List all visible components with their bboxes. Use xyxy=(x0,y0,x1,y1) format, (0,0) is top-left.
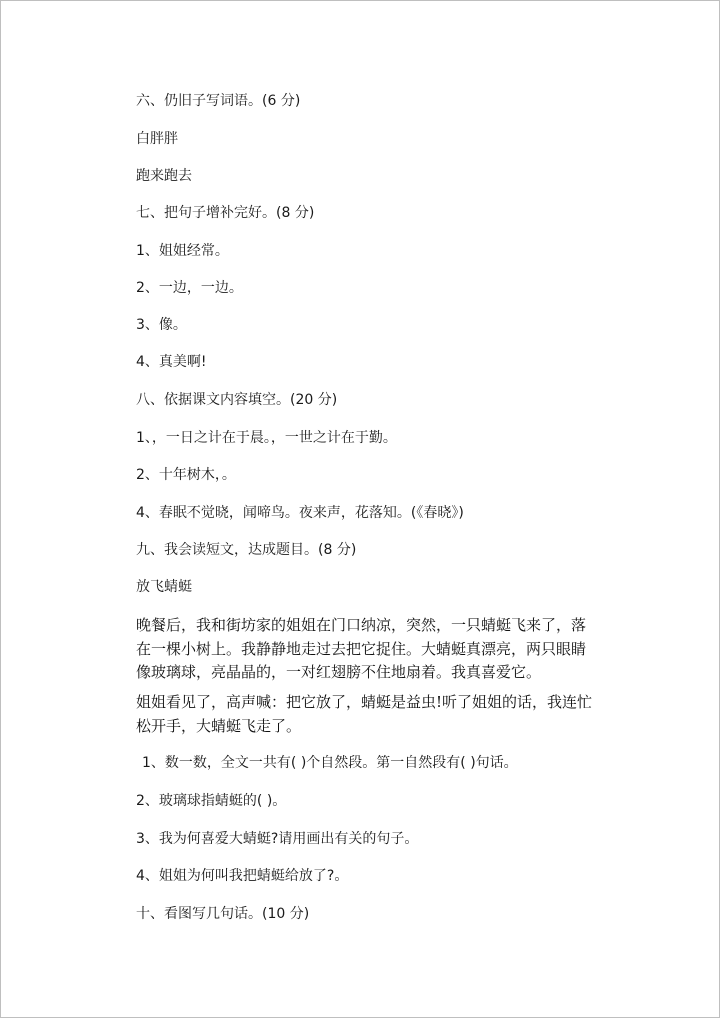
story-text xyxy=(136,614,598,685)
section-7-heading: 七、把句子增补完好。(8 分) xyxy=(136,205,315,221)
story-text-2 xyxy=(136,691,598,738)
question-1: 1、数一数，全文一共有( )个自然段。第一自然段有( )句话。 xyxy=(142,755,518,771)
question-4: 4、姐姐为何叫我把蜻蜓给放了?。 xyxy=(136,868,349,884)
word-item-2: 跑来跑去 xyxy=(136,168,192,184)
sentence-item-1: 1、姐姐经常。 xyxy=(136,243,229,259)
fill-item-2: 2、十年树木，。 xyxy=(136,467,236,483)
section-6-heading: 六、仍旧子写词语。(6 分) xyxy=(136,93,301,109)
story-paragraph-1: 晚餐后，我和街坊家的姐姐在门口纳凉，突然，一只蜻蜓飞来了，落在一棵小树上。我静静地走过去把它捉住。大蜻蜓真漂亮，两只眼睛像玻璃球，亮晶晶的，一对红翅膀不住地扇着。我真喜爱它。 xyxy=(136,616,587,681)
question-3: 3、我为何喜爱大蜻蜓?请用画出有关的句子。 xyxy=(136,831,419,847)
word-item-1: 白胖胖 xyxy=(136,131,178,147)
sentence-item-3: 3、像。 xyxy=(136,317,187,333)
section-9-heading: 九、我会读短文，达成题目。(8 分) xyxy=(136,542,357,558)
section-8-heading: 八、依据课文内容填空。(20 分) xyxy=(136,392,338,408)
sentence-item-2: 2、一边，一边。 xyxy=(136,280,243,296)
story-paragraph-2: 姐姐看见了，高声喊：把它放了，蜻蜓是益虫!听了姐姐的话，我连忙松开手，大蜻蜓飞走了。 xyxy=(136,693,593,735)
sentence-item-4: 4、真美啊! xyxy=(136,354,207,370)
fill-item-1: 1、，一日之计在于晨。，一世之计在于勤。 xyxy=(136,430,397,446)
section-10-heading: 十、看图写几句话。(10 分) xyxy=(136,906,310,922)
story-title: 放飞蜻蜓 xyxy=(136,579,192,595)
fill-item-4: 4、春眠不觉晓，闻啼鸟。夜来声，花落知。(《春晓》) xyxy=(136,505,464,521)
question-2: 2、玻璃球指蜻蜓的( )。 xyxy=(136,793,287,809)
